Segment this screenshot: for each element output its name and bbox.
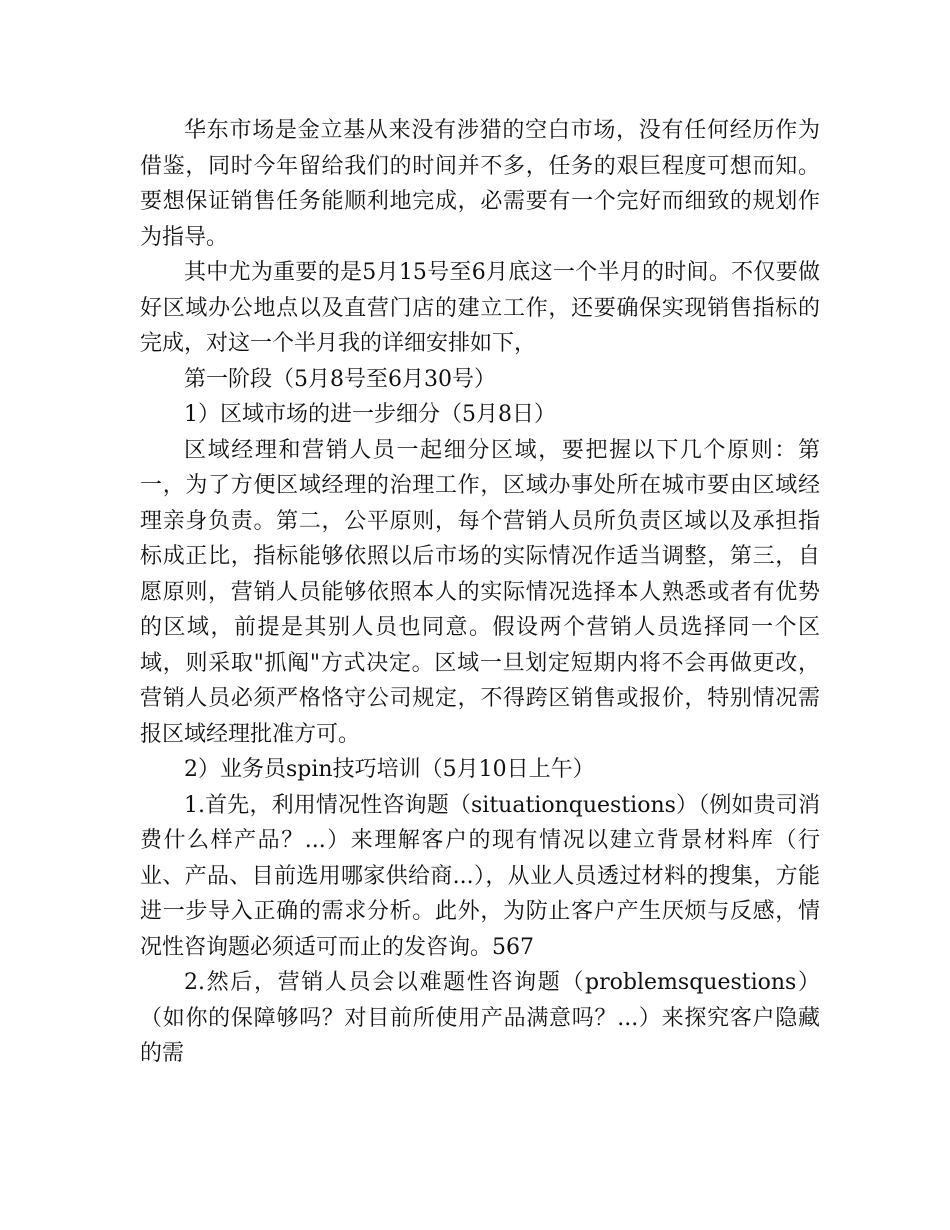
paragraph-schedule: 其中尤为重要的是5月15号至6月底这一个半月的时间。不仅要做好区域办公地点以及直营门店的建立工作，还要确保实现销售指标的完成，对这一个半月我的详细安排如下， — [140, 260, 820, 356]
heading-item-1: 1）区域市场的进一步细分（5月8日） — [184, 402, 556, 427]
heading-item-2: 2）业务员spin技巧培训（5月10日上午） — [184, 757, 595, 782]
document-body — [140, 113, 820, 1072]
heading-stage-one: 第一阶段（5月8号至6月30号） — [184, 366, 496, 392]
paragraph-intro: 华东市场是金立基从来没有涉猎的空白市场，没有任何经历作为借鉴，同时今年留给我们的时间并不多，任务的艰巨程度可想而知。要想保证销售任务能顺利地完成，必需要有一个完好而细致的规划作为指导。 — [140, 118, 820, 250]
paragraph-region-principles: 区域经理和营销人员一起细分区域，要把握以下几个原则：第一，为了方便区域经理的治理工作，区域办事处所在城市要由区域经理亲身负责。第二，公平原则，每个营销人员所负责区域以及承担指标成正比，指标能够依照以后市场的实际情况作适当调整，第三，自愿原则，营销人员能够依照本人的实际情况选择本人熟悉或者有优势的区域，前提是其别人员也同意。假设两个营销人员选择同一个区域，则采取"抓阄"方式决定。区域一旦划定短期内将不会再做更改，营销人员必须严格恪守公司规定，不得跨区销售或报价，特别情况需报区域经理批准方可。 — [140, 437, 820, 747]
paragraph-spin-step-1: 1.首先，利用情况性咨询题（situationquestions）（例如贵司消费什么样产品？...）来理解客户的现有情况以建立背景材料库（行业、产品、目前选用哪家供给商...），从业人员透过材料的搜集，方能进一步导入正确的需求分析。此外，为防止客户产生厌烦与反感，情况性咨询题必须适可而止的发咨询。567 — [140, 792, 820, 960]
paragraph-spin-step-2: 2.然后，营销人员会以难题性咨询题（problemsquestions）（如你的保障够吗？对目前所使用产品满意吗？...）来探究客户隐藏的需 — [140, 970, 820, 1066]
